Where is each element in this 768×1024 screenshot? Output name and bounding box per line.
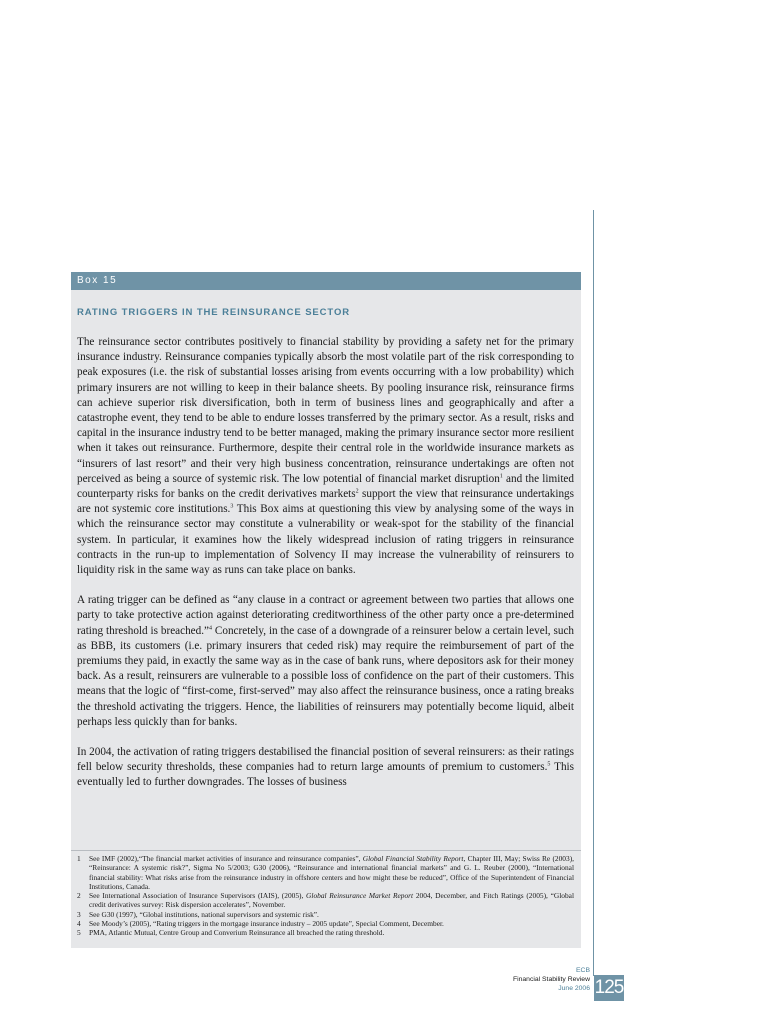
footnote-item [77,891,574,910]
text-run: support the view that reinsurance undertakings are not systemic core institutions. [77,488,574,516]
text-run: See Moody’s (2005), “Rating triggers in the mortgage insurance industry – 2005 update”, Special Comment, December. [89,919,444,929]
footnote-item [77,910,574,919]
page-number: 125 [594,975,624,1001]
footnote-ref: 3 [230,503,234,510]
text-run: See IMF (2002),“The financial market activities of insurance and reinsurance companies”, [89,854,363,863]
footer-publication: Financial Stability Review [512,976,590,983]
box-body [71,290,581,850]
footer-org: ECB [576,967,590,974]
italic-title: Global Financial Stability Report [362,854,464,863]
footnote-text [89,910,574,919]
footnote-text [89,919,574,928]
margin-rule [593,210,594,976]
text-run: In 2004, the activation of rating triggers destabilised the financial position of several reinsurers: as their ratings fell below security thresholds, these companies had to return large amounts of premium to customers. [77,746,574,774]
box-paragraphs [77,335,574,791]
footnote-ref: 5 [547,761,551,768]
text-run: and the limited counterparty risks for banks on the credit derivatives markets [77,472,574,501]
body-paragraph [77,335,574,578]
text-run: This Box aims at questioning this view by analysing some of the ways in which the reinsurance sector may constitute a vulnerability or weak-spot for the stability of the financial system. In particular, it examines how the likely widespread inclusion of rating triggers in reinsurance contracts in the run-up to implementation of Solvency II may increase the vulnerability of reinsurers to liquidity risk in the same way as runs can take place on banks. [77,503,574,577]
text-run: PMA, Atlantic Mutual, Centre Group and Converium Reinsurance all breached the rating threshold. [89,928,385,938]
box-title: RATING TRIGGERS IN THE REINSURANCE SECTOR [77,307,351,318]
body-paragraph [77,745,574,791]
text-run: 2004, December, and Fitch Ratings (2005), “Global credit derivatives survey: Risk dispersion accelerates”, November. [89,891,574,910]
text-run: The reinsurance sector contributes positively to financial stability by providing a safety net for the primary insurance industry. Reinsurance companies typically absorb the most volatile part of the risk corresponding to peak exposures (i.e. the risk of substantial losses arising from events occurring with a low probability) which primary insurers are not willing to keep in their balance sheets. By pooling insurance risk, reinsurance firms can achieve superior risk diversification, both in term of business lines and geographically and after a catastrophe event, they tend to be able to endure losses transferred by the primary sector. As a result, risks and capital in the insurance industry tend to be better managed, making the primary insurance sector more resilient when it takes out reinsurance. Furthermore, despite their central role in the worldwide insurance markets as “insurers of last resort” and their very high business concentration, reinsurance undertakings are often not perceived as being a source of systemic risk. The low potential of financial market disruption [77,336,574,485]
footnote-text [89,928,574,937]
footnote-number: 4 [77,919,81,929]
footnotes [71,850,581,948]
text-run: Concretely, in the case of a downgrade of a reinsurer below a certain level, such as BBB, its customers (i.e. primary insurers that ceded risk) may require the reimbursement of part of the premiums they paid, in exactly the same way as in the case of bank runs, where depositors ask for their money back. As a result, reinsurers are vulnerable to a possible loss of confidence on the part of their customers. This means that the logic of “first-come, first-served” may also affect the reinsurance business, once a rating breaks the threshold activating the triggers. Hence, the liabilities of reinsurers may potentially become liquid, albeit perhaps less quickly than for banks. [77,624,575,728]
footnote-item [77,919,574,928]
page-footer [513,966,590,993]
footnote-text [89,854,574,891]
footnote-ref: 1 [499,473,503,480]
footnote-number: 3 [77,909,81,919]
text-run: , Chapter III, May; Swiss Re (2003), “Reinsurance: A systemic risk?”, Sigma No 5/2003; G30 (2006), “Reinsurance and international financial markets” and G. L. Reuber (2000), “International financial stability: What risks arise from the reinsurance industry in offshore centers and how might these be reduced”, Office of the Superintendent of Financial Institutions, Canada. [89,854,574,891]
text-run: See G30 (1997), “Global institutions, national supervisors and systemic risk”. [89,909,319,919]
footnote-number: 2 [77,891,81,901]
box-label: Box 15 [71,272,581,290]
text-run: See International Association of Insurance Supervisors (IAIS), (2005), [89,891,307,901]
footer-date: June 2006 [558,985,590,992]
footnote-text [89,891,574,910]
footnote-item [77,928,574,937]
text-run: A rating trigger can be defined as “any clause in a contract or agreement between two parties that allows one party to take protective action against deteriorating creditworthiness of the other party once a pre-determined rating threshold is breached.” [77,594,574,637]
footnote-number: 5 [77,928,81,938]
footnote-number: 1 [77,854,81,863]
body-paragraph [77,593,574,730]
footnote-ref: 4 [209,624,213,631]
italic-title: Global Reinsurance Market Report [306,891,414,901]
footnote-item [77,854,574,891]
footnote-ref: 2 [355,488,359,495]
text-run: This eventually led to further downgrades. The losses of business [77,761,574,789]
